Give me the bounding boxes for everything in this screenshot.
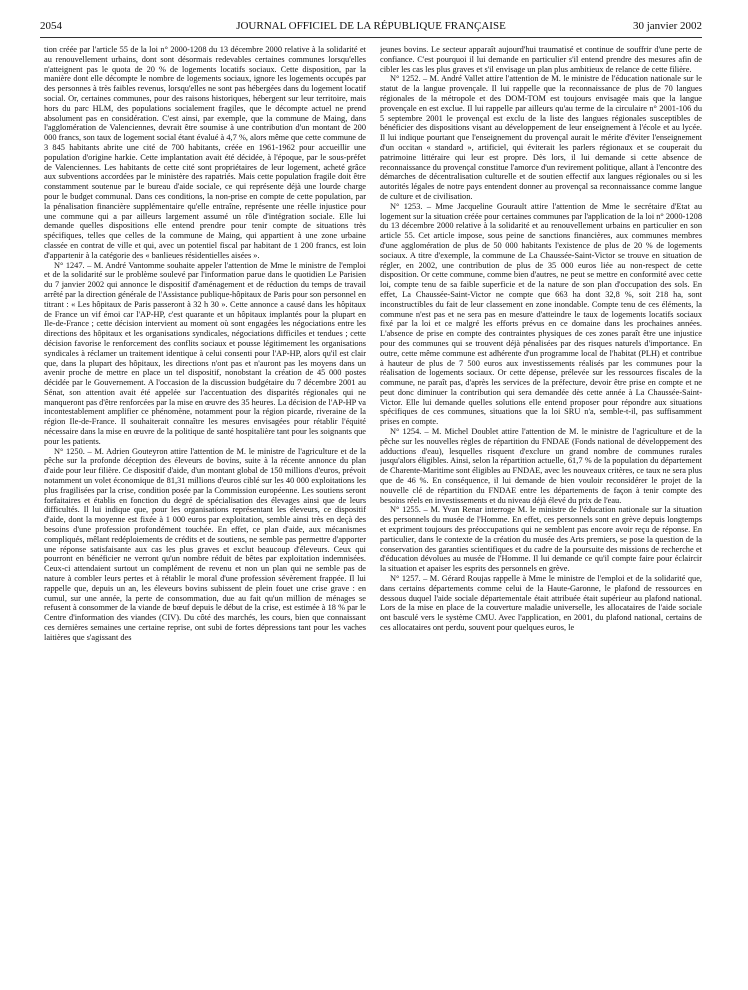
header-rule [40, 37, 702, 38]
paragraph: N° 1257. – M. Gérard Roujas rappelle à Mme le ministre de l'emploi et de la solidarité que, dans certains départements comme celui de la Haute-Garonne, le plafond de ressources en dessous duquel l'aide sociale départementale était attribuée était supérieur au plafond national. Lors de la mise en place de la couverture maladie universelle, les allocataires de l'aide sociale ont basculé vers le système CMU. Avec l'application, en 2001, du plafond national, certains de ces allocataires ont perdu, souvent pour quelques euros, le [380, 574, 702, 633]
paragraph: jeunes bovins. Le secteur apparaît aujourd'hui traumatisé et continue de souffrir d'une perte de confiance. C'est pourquoi il lui demande en particulier s'il entend prendre des mesures afin de cibler les cas les plus graves et s'il envisage un plan plus ambitieux de relance de cette filière. [380, 45, 702, 74]
journal-title: JOURNAL OFFICIEL DE LA RÉPUBLIQUE FRANÇAISE [236, 20, 506, 32]
publication-date: 30 janvier 2002 [632, 20, 702, 32]
paragraph: N° 1250. – M. Adrien Gouteyron attire l'attention de M. le ministre de l'agriculture et de la pêche sur la profonde déception des éleveurs de bovins, suite à la récente annonce du plan d'aide pour leur filière. Ce dispositif d'aide, d'un montant global de 150 millions d'euros, prévoit notamment un volet économique de 81,31 millions d'euros ciblé sur les 40 000 exploitations les plus fragilisées par la crise, condition posée par la Commission européenne. Les soutiens seront forfaitaires et établis en fonction du degré de spécialisation des élevages ainsi que de leurs difficultés. Il lui indique que, pour les organisations représentant les éleveurs, ce dispositif d'aide, dont la moyenne est fixée à 1 000 euros par exploitation, semble ainsi très en deçà des besoins d'une profession profondément touchée. En effet, ce plan d'aide, aux mécanismes compliqués, mêlant redéploiements de crédits et de soutiens, ne semble pas permettre d'apporter une réponse satisfaisante aux cas les plus graves et exclut beaucoup d'éleveurs. Ceux qui pourront en bénéficier ne verront qu'un nombre réduit de bêtes par exploitation indemnisées. Ceux-ci attendaient surtout un complément de revenu et non un plan qui ne semble pas de nature à combler leurs pertes et à rétablir le moral d'une profession sévèrement frappée. Il lui rappelle que, depuis un an, les éleveurs bovins subissent de plein fouet une crise grave : en cumul, sur une année, la perte de consommation, due au fait qu'un million de ménages se refusent à consommer de la viande de bœuf depuis le début de la crise, est estimée à 18 % par le Centre d'information des viandes (CIV). Du côté des marchés, les cours, bien que connaissant ces dernières semaines une certaine reprise, ont subi de fortes dépressions tant pour les vaches laitières que s'agissant des [44, 446, 366, 642]
paragraph: N° 1247. – M. André Vantomme souhaite appeler l'attention de Mme le ministre de l'emploi et de la solidarité sur le problème soulevé par l'information parue dans le quotidien Le Parisien du 7 janvier 2002 qui annonce le dispositif d'aménagement et de réduction du temps de travail arrêté par la direction générale de l'Assistance publique-hôpitaux de Paris pour son personnel en titrant : « Les hôpitaux de Paris passeront à 32 h 30 ». Cette annonce a causé dans les hôpitaux de France un vif émoi car l'AP-HP, c'est quarante et un hôpitaux implantés pour la plupart en Ile-de-France ; cette décision intervient au moment où sont engagées les négociations entre les directions des hôpitaux et les organisations syndicales, négociations difficiles et tendues ; cette décision favorise le renforcement des conflits sociaux et pousse légitimement les organisations syndicales à réclamer un traitement identique à celui consenti pour l'AP-HP, alors qu'il est clair que, dans la plupart des hôpitaux, les directions n'ont pas et n'auront pas les moyens dans un avenir proche de mettre en place un tel dispositif, nonobstant la création de 45 000 postes décidée par le Gouvernement. A l'occasion de la discussion budgétaire du 7 décembre 2001 au Sénat, son attention avait été appelée sur l'accentuation des disparités régionales qui ne manqueront pas d'être renforcées par la mise en œuvre des 35 heures. La décision de l'AP-HP va incontestablement amplifier ce phénomène, notamment pour la région picarde, riveraine de la région Ile-de-France. Il souhaiterait connaître les mesures envisagées pour rétablir l'équité nécessaire dans la mise en œuvre de la politique de santé hospitalière tant pour les soignants que pour les patients. [44, 260, 366, 446]
paragraph: N° 1253. – Mme Jacqueline Gourault attire l'attention de Mme le secrétaire d'Etat au logement sur la situation créée pour certaines communes par l'application de la loi n° 2000-1208 du 13 décembre 2000 relative à la solidarité et au renouvellement urbains en particulier en son article 55. Cet article impose, sous peine de sanctions financières, aux communes membres d'une agglomération de plus de 50 000 habitants l'existence de plus de 20 % de logements sociaux. A titre d'exemple, la commune de La Chaussée-Saint-Victor se trouve en situation de régler, en 2002, une contribution de plus de 35 000 euros liée au non-respect de cette disposition. Or cette commune, comme bien d'autres, ne peut se mettre en conformité avec cette loi, compte tenu de sa faible superficie et de la nature de son plan d'occupation des sols. En effet, La Chaussée-Saint-Victor ne compte que 663 ha dont 32,8 %, soit 218 ha, sont inconstructibles du fait de leur classement en zone inondable. Compte tenu de ces éléments, la commune n'est pas et ne sera pas en mesure d'atteindre le taux de logements locatifs sociaux fixé par la loi et ce malgré les efforts prévus en ce domaine dans les prochaines années. L'absence de prise en compte des contraintes physiques de ces zones paraît être une injustice pour des communes qui se trouvent déjà pénalisées par des risques naturels d'importance. En outre, cette même commune est adhérente d'un programme local de l'habitat (PLH) et contribue à hauteur de plus de 7 500 euros aux investissements réalisés par les communes pour la réalisation de logements sociaux. Or cette dépense, prélevée sur les ressources fiscales de la commune, ne paraît pas, d'après les services de la préfecture, devoir être prise en compte et ne peut donc diminuer la contribution qui sera demandée dès cette année à La Chaussée-Saint-Victor. Elle lui demande quelles solutions elle entend proposer pour répondre aux situations spécifiques de ces communes, situations que la loi SRU n'a, semble-t-il, pas suffisamment prises en compte. [380, 201, 702, 427]
left-column [44, 45, 366, 985]
paragraph: N° 1255. – M. Yvan Renar interroge M. le ministre de l'éducation nationale sur la situation des personnels du musée de l'Homme. En effet, ces personnels sont en grève depuis longtemps et expriment toujours des préoccupations qui ne semblent pas encore avoir reçu de réponse. En particulier, dans le contexte de la création du musée des Arts premiers, se pose la question de la conservation des garanties scientifiques et du cadre de la poursuite des missions de recherche et d'éducation dévolues au musée de l'Homme. Il lui demande ce qu'il compte faire pour éclaircir la situation et apaiser les esprits des personnels en grève. [380, 505, 702, 574]
page-header [40, 17, 702, 39]
right-column [380, 45, 702, 985]
paragraph: N° 1254. – M. Michel Doublet attire l'attention de M. le ministre de l'agriculture et de la pêche sur les nouvelles règles de répartition du FNDAE (Fonds national de développement des adductions d'eau), lesquelles risquent d'exclure un grand nombre de communes rurales jusqu'alors éligibles. Ainsi, selon la répartition actuelle, 61,7 % de la population du département de Charente-Maritime sont éligibles au FNDAE, avec les nouveaux critères, ce taux ne sera plus que de 46 %. En conséquence, il lui demande de bien vouloir reconsidérer le projet de la nouvelle clé de répartition du FNDAE entre les départements de façon à tenir compte des besoins réels en investissements et du niveau déjà élevé du prix de l'eau. [380, 427, 702, 505]
page-number: 2054 [40, 20, 62, 32]
paragraph: N° 1252. – M. André Vallet attire l'attention de M. le ministre de l'éducation nationale sur le statut de la langue provençale. Il lui rappelle que la reconnaissance de plus de 70 langues régionales de la métropole et des DOM-TOM est toujours envisagée mais que la langue provençale en est exclue. Il lui rappelle par ailleurs qu'au terme de la circulaire n° 2001-106 du 5 septembre 2001 le provençal est exclu de la liste des langues régionales susceptibles de bénéficier des dispositions visant au développement de leur enseignement à l'école et au lycée. Il lui indique pourtant que l'enseignement du provençal aurait le mérite d'éviter l'enseignement d'un occitan « standard », artificiel, qui éviterait les parlers régionaux et se couperait du patrimoine littéraire qui leur est propre. Dès lors, il lui demande si cette absence de reconnaissance du provençal constitue l'amorce d'un revirement politique, allant à l'encontre des démarches de décentralisation culturelle et de soutien effectif aux langues régionales ou si les autorités légales de notre pays entendent donner au provençal sa reconnaissance comme langue de culture et de civilisation. [380, 74, 702, 201]
paragraph: tion créée par l'article 55 de la loi n° 2000-1208 du 13 décembre 2000 relative à la solidarité et au renouvellement urbains, dont sont désormais redevables certaines communes lorsqu'elles n'atteignent pas le quota de 20 % de logements locatifs sociaux. Cette disposition, par la manière dont elle décompte le nombre de logements sociaux, ignore les logements occupés par des personnes à très faibles revenus, lorsqu'elles ne sont pas hébergées dans du logement locatif social. Or, certaines communes, pour des raisons historiques, hébergent sur leur territoire, mais hors du parc HLM, des populations socialement fragiles, que le décompte actuel ne prend absolument pas en considération. C'est ainsi, par exemple, que la commune de Maing, dans l'agglomération de Valenciennes, devrait être soumise à une contribution d'un montant de 200 000 francs, son taux de logement social étant évalué à 4,7 %, alors même que cette commune de 3 845 habitants abrite une cité de 700 habitants, créée en 1961-1962 pour accueillir une population d'origine harkie. Cette implantation avait été décidée, à l'époque, par le sous-préfet de Valenciennes. Les habitants de cette cité sont propriétaires de leur logement, acheté grâce aux subventions accordées par le ministère des rapatriés. Mais cette population fragile doit être constamment soutenue par le bureau d'aide sociale, ce qui représente déjà une lourde charge pour le budget communal. Dans ces conditions, la non-prise en compte de cette population, par la pénalisation financière supplémentaire qu'elle entraîne, représente une réelle injustice pour une commune qui a par ailleurs largement assumé un rôle d'intégration sociale. Elle lui demande quelles dispositions elle entend prendre pour tenir compte de situations très spécifiques, telles que celles de la commune de Maing, qui appartient à une zone urbaine classée en contrat de ville et qui, avec un potentiel fiscal par habitant de 1 200 francs, est loin d'appartenir à la catégorie des « banlieues résidentielles aisées ». [44, 45, 366, 260]
